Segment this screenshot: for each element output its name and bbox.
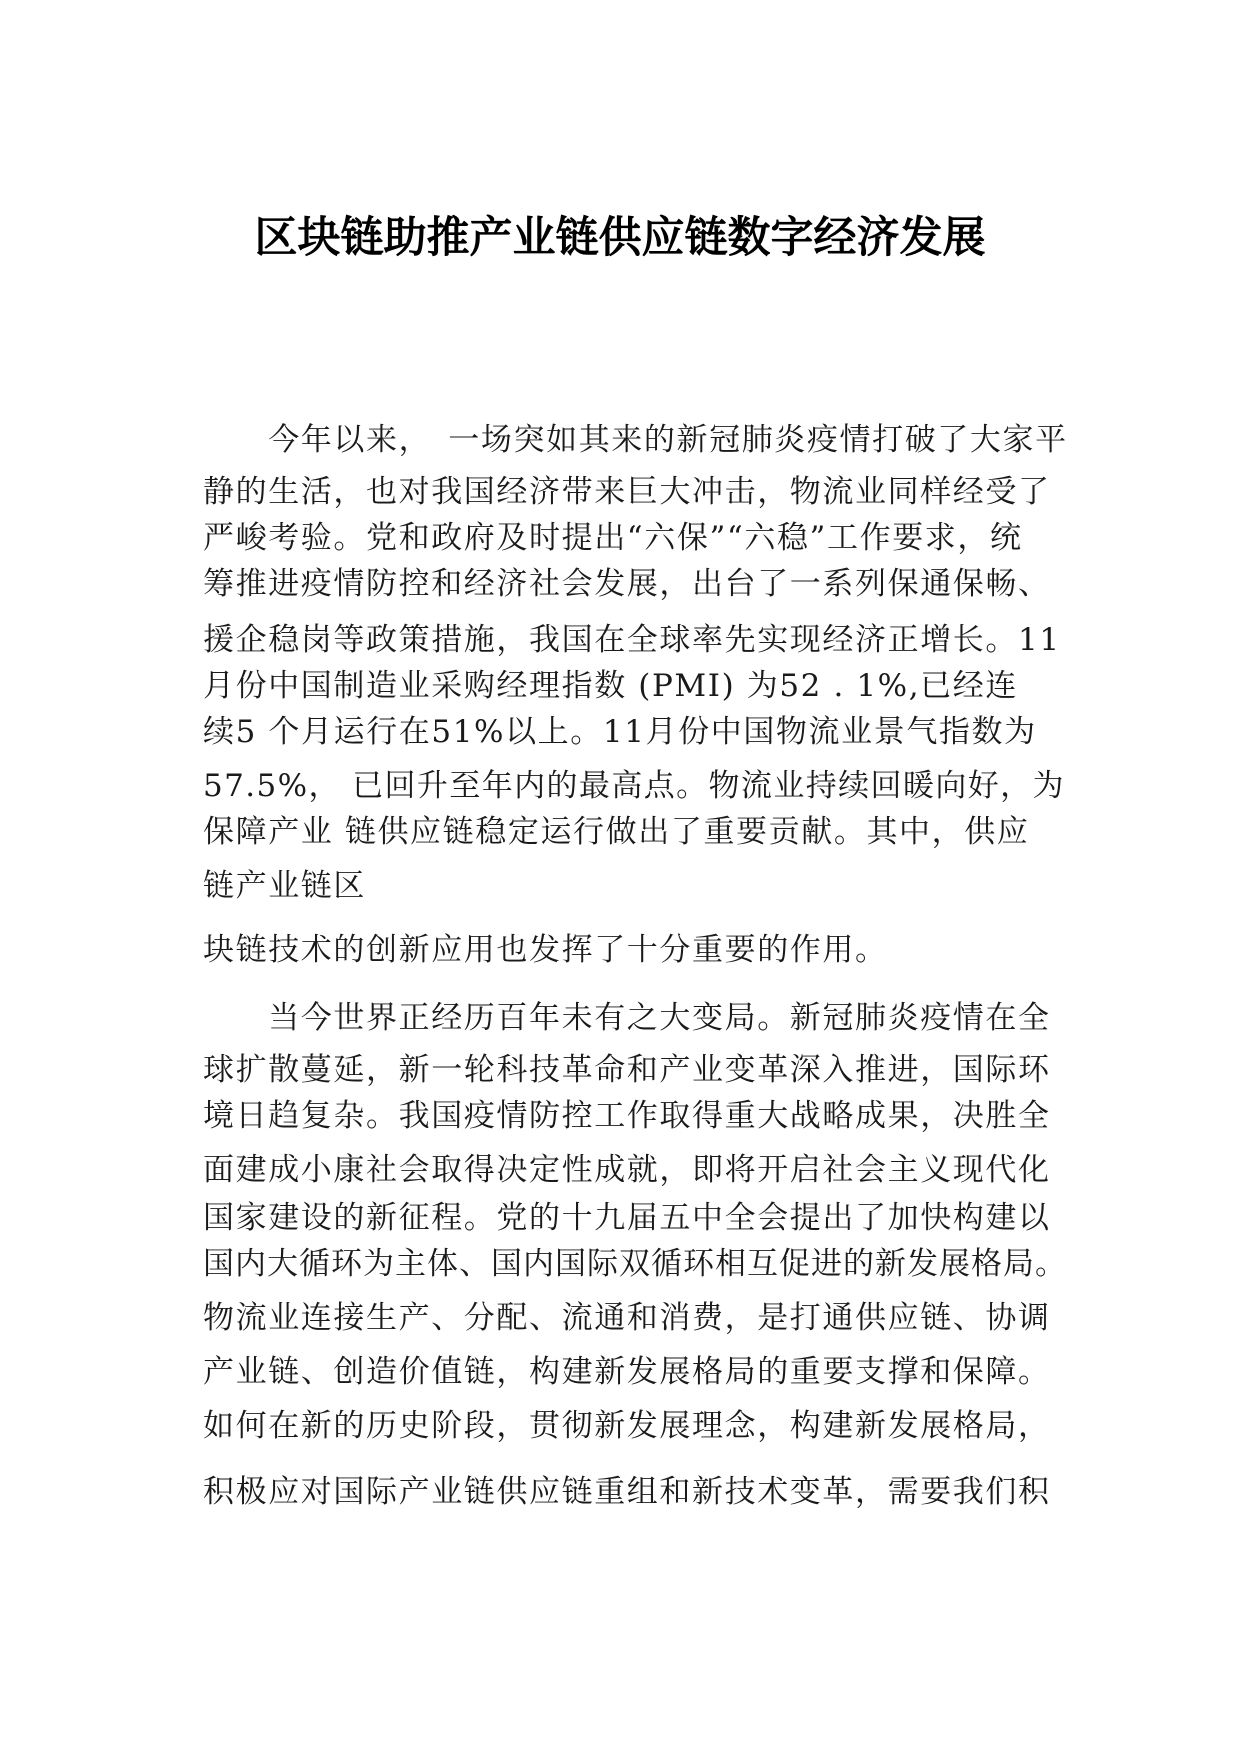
paragraph-line: 积极应对国际产业链供应链重组和新技术变革，需要我们积 [203,1474,1051,1510]
paragraph-line: 今年以来， 一场突如其来的新冠肺炎疫情打破了大家平 [203,422,1068,458]
paragraph-line: 国内大循环为主体、国内国际双循环相互促进的新发展格局。 [203,1246,1067,1282]
paragraph-line: 面建成小康社会取得决定性成就，即将开启社会主义现代化 [203,1152,1051,1188]
paragraph-line: 块链技术的创新应用也发挥了十分重要的作用。 [203,932,888,968]
paragraph-line: 筹推进疫情防控和经济社会发展，出台了一系列保通保畅、 [203,566,1051,602]
paragraph-line: 境日趋复杂。我国疫情防控工作取得重大战略成果，决胜全 [203,1098,1051,1134]
paragraph-line: 援企稳岗等政策措施，我国在全球率先实现经济正增长。11 [203,622,1061,658]
paragraph-line: 当今世界正经历百年未有之大变局。新冠肺炎疫情在全 [203,1000,1051,1036]
paragraph-line: 严峻考验。党和政府及时提出“六保”“六稳”工作要求，统 [203,520,1023,556]
document-title: 区块链助推产业链供应链数字经济发展 [254,213,986,263]
paragraph-line: 球扩散蔓延，新一轮科技革命和产业变革深入推进，国际环 [203,1052,1051,1088]
paragraph-line: 国家建设的新征程。党的十九届五中全会提出了加快构建以 [203,1200,1051,1236]
paragraph-line: 物流业连接生产、分配、流通和消费，是打通供应链、协调 [203,1300,1051,1336]
paragraph-line: 产业链、创造价值链，构建新发展格局的重要支撑和保障。 [203,1354,1051,1390]
paragraph-line: 如何在新的历史阶段，贯彻新发展理念，构建新发展格局， [203,1408,1051,1444]
paragraph-line: 57.5%， 已回升至年内的最高点。物流业持续回暖向好，为 [203,768,1065,804]
paragraph-line: 保障产业 链供应链稳定运行做出了重要贡献。其中，供应 [203,814,1030,850]
paragraph-line: 静的生活，也对我国经济带来巨大冲击，物流业同样经受了 [203,474,1051,510]
paragraph-line: 链产业链区 [203,868,366,904]
paragraph-line: 续5 个月运行在51%以上。11月份中国物流业景气指数为 [203,714,1037,750]
paragraph-line: 月份中国制造业采购经理指数 (PMI) 为52 . 1%,已经连 [203,668,1018,704]
